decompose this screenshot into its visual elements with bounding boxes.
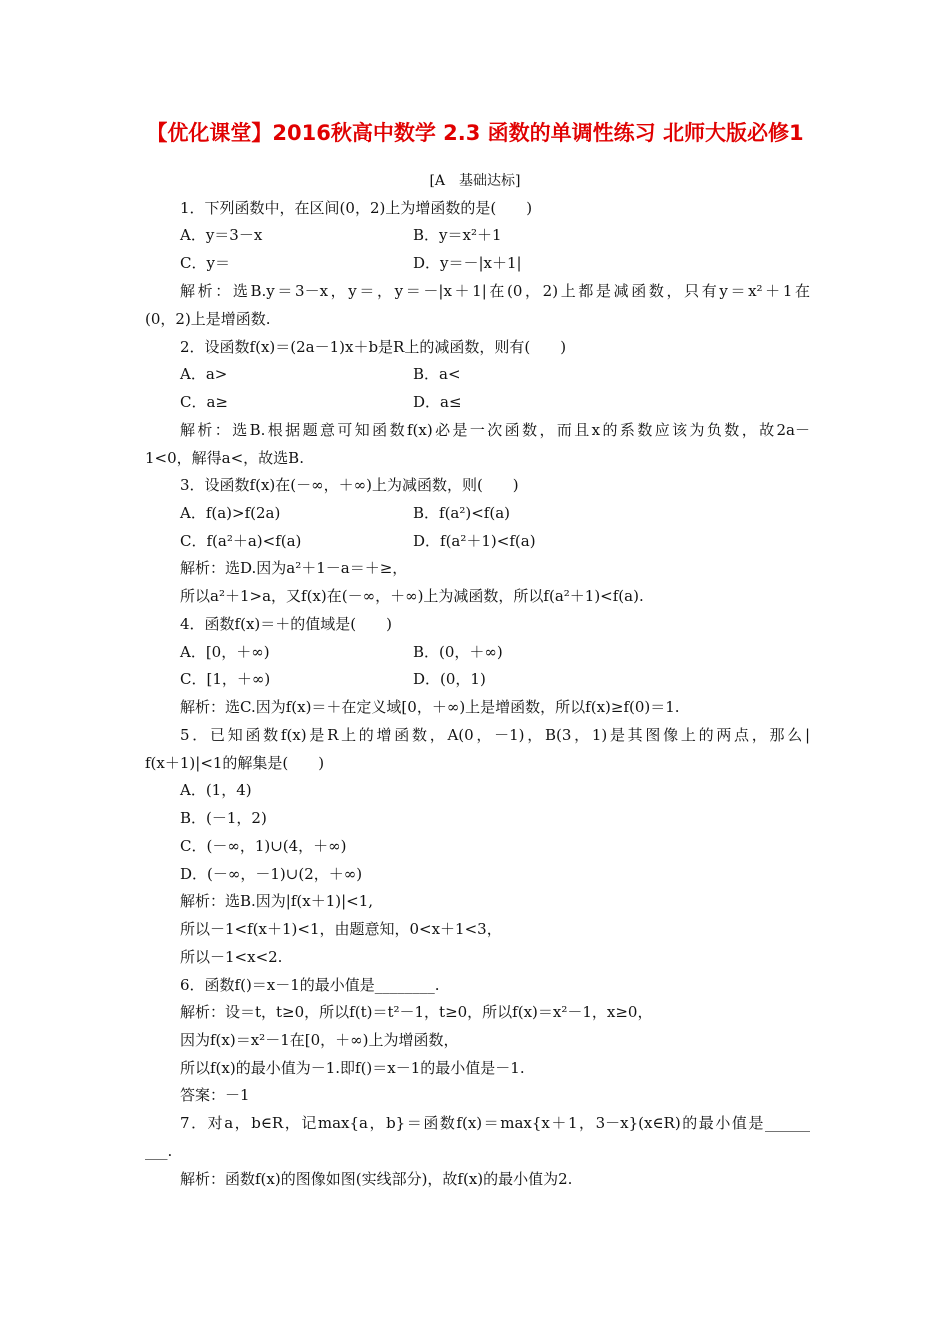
document-title: 【优化课堂】2016秋高中数学 2.3 函数的单调性练习 北师大版必修1: [146, 121, 804, 145]
text-line: A．y＝3－x: [180, 226, 263, 244]
text-line: 答案：－1: [180, 1086, 250, 1104]
text-line: 5．已知函数f(x)是R上的增函数，A(0，－1)，B(3，1)是其图像上的两点，那么|: [180, 726, 810, 744]
text-line: D．(－∞，－1)∪(2，＋∞): [180, 865, 363, 883]
text-line: 7．对a，b∈R，记max{a，b}＝函数f(x)＝max{x＋1，3－x}(x∈R)的最小值是______: [180, 1114, 810, 1132]
text-line: 所以f(x)的最小值为－1.即f()＝x－1的最小值是－1.: [180, 1059, 525, 1077]
text-line: B．a<: [413, 365, 461, 383]
text-line: D．(0，1): [413, 670, 486, 688]
section-heading: [A 基础达标]: [429, 173, 521, 189]
text-line: ___.: [145, 1142, 173, 1160]
text-line: A．[0，＋∞): [180, 643, 270, 661]
text-line: 解析：设＝t，t≥0，所以f(t)＝t²－1，t≥0，所以f(x)＝x²－1，x≥0，: [180, 1003, 653, 1021]
text-line: 2．设函数f(x)＝(2a－1)x＋b是R上的减函数，则有( ): [180, 338, 567, 356]
text-line: 6．函数f()＝x－1的最小值是________.: [180, 976, 440, 994]
text-line: A．a>: [180, 365, 228, 383]
text-line: 因为f(x)＝x²－1在[0，＋∞)上为增函数，: [180, 1031, 459, 1049]
text-line: 解析：选B.因为|f(x＋1)|<1,: [180, 892, 374, 910]
text-line: C．a≥: [180, 393, 228, 411]
text-line: 解析：选C.因为f(x)＝＋在定义域[0，＋∞)上是增函数，所以f(x)≥f(0)＝1.: [180, 698, 680, 716]
text-line: B．(0，＋∞): [413, 643, 503, 661]
text-line: 解析：选D.因为a²＋1－a＝＋≥，: [180, 559, 408, 577]
text-line: 1．下列函数中，在区间(0，2)上为增函数的是( ): [180, 199, 533, 217]
text-line: B．f(a²)<f(a): [413, 504, 511, 522]
text-line: D．f(a²＋1)<f(a): [413, 532, 536, 550]
text-line: 解析：选B.y＝3－x，y＝，y＝－|x＋1|在(0，2)上都是减函数，只有y＝x²＋1在: [180, 282, 810, 300]
text-line: 解析：选B.根据题意可知函数f(x)必是一次函数，而且x的系数应该为负数，故2a－: [180, 421, 810, 439]
text-line: 1<0，解得a<，故选B.: [145, 449, 304, 467]
text-line: 所以－1<x<2.: [180, 948, 283, 966]
text-line: (0，2)上是增函数.: [145, 310, 271, 328]
text-line: B．y＝x²＋1: [413, 226, 502, 244]
text-line: C．f(a²＋a)<f(a): [180, 532, 302, 550]
text-line: 解析：函数f(x)的图像如图(实线部分)，故f(x)的最小值为2.: [180, 1170, 573, 1188]
text-line: 所以a²＋1>a，又f(x)在(－∞，＋∞)上为减函数，所以f(a²＋1)<f(a).: [180, 587, 644, 605]
text-line: A．f(a)>f(2a): [180, 504, 281, 522]
text-line: 3．设函数f(x)在(－∞，＋∞)上为减函数，则( ): [180, 476, 519, 494]
text-line: C．[1，＋∞): [180, 670, 271, 688]
text-line: 所以－1<f(x＋1)<1，由题意知，0<x＋1<3，: [180, 920, 502, 938]
text-line: f(x＋1)|<1的解集是( ): [145, 754, 325, 772]
text-line: C．(－∞，1)∪(4，＋∞): [180, 837, 347, 855]
text-line: B．(－1，2): [180, 809, 267, 827]
text-line: A．(1，4): [180, 781, 252, 799]
text-line: D．a≤: [413, 393, 462, 411]
text-line: C．y＝: [180, 254, 230, 272]
text-line: D．y＝－|x＋1|: [413, 254, 522, 272]
text-line: 4．函数f(x)＝＋的值域是( ): [180, 615, 392, 633]
